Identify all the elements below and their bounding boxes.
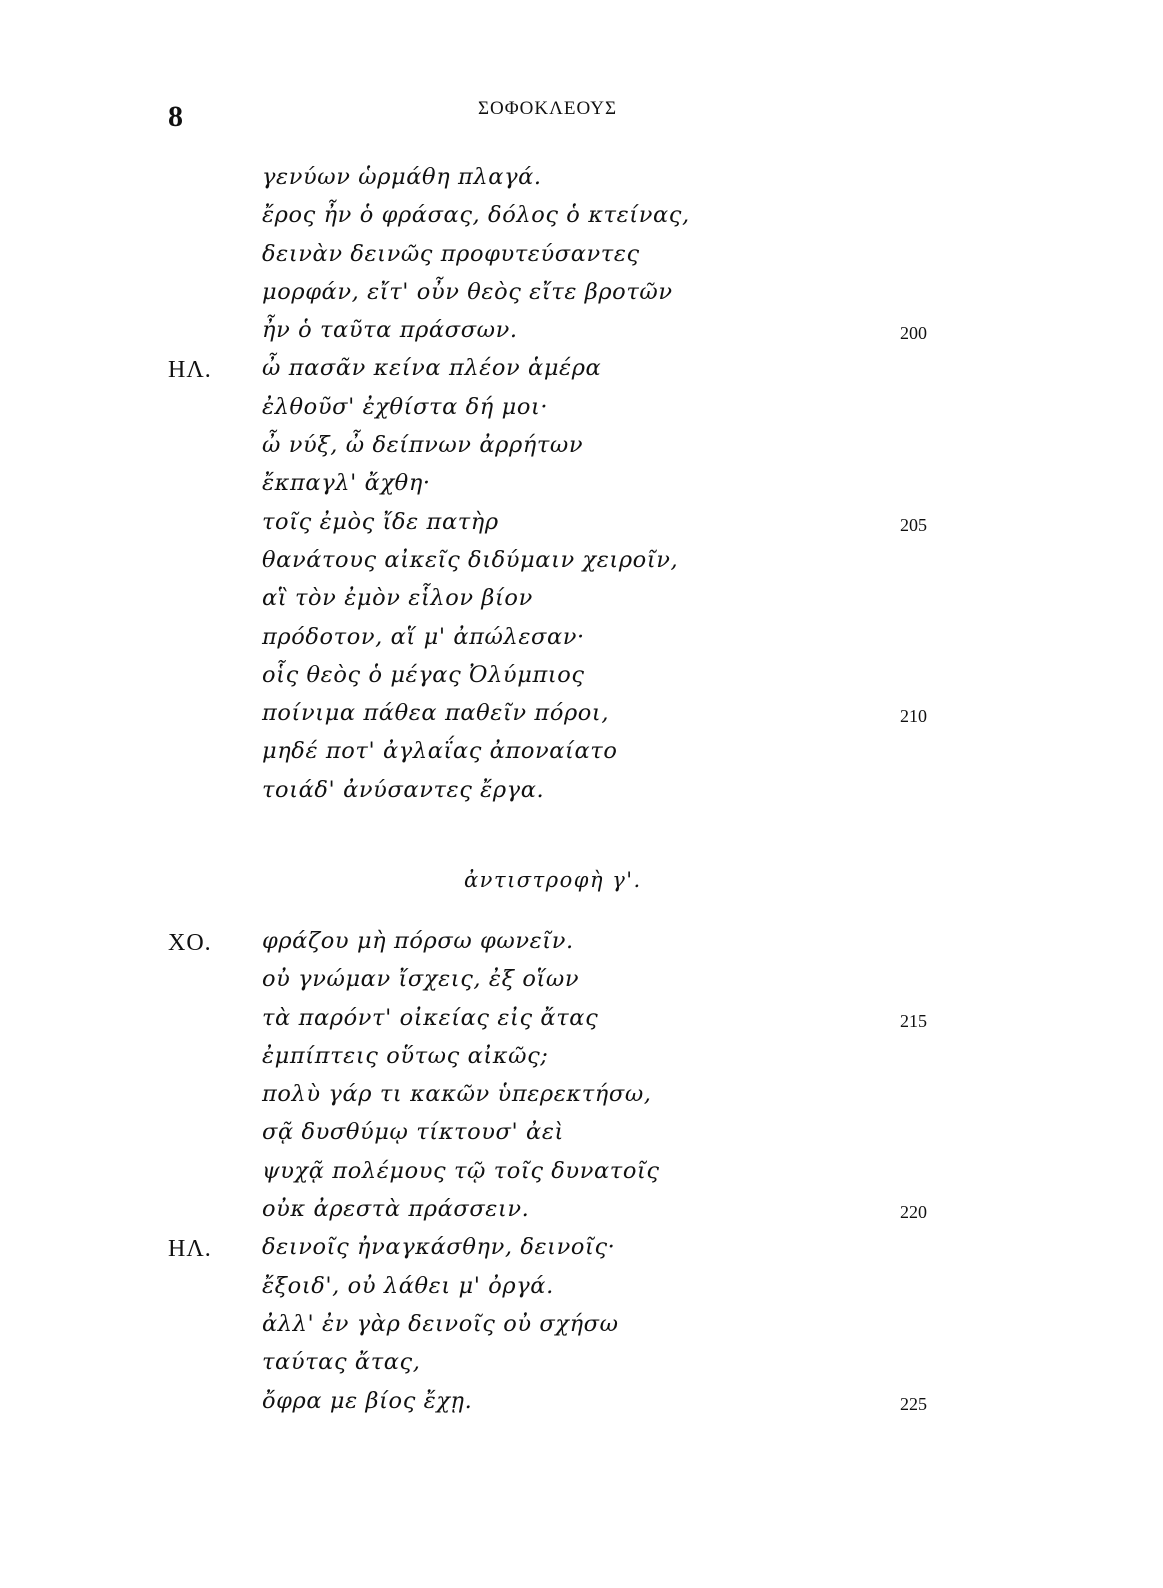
line-number: 205 bbox=[900, 514, 927, 535]
verse-text: ἐμπίπτεις οὕτως αἰκῶς; bbox=[262, 1042, 549, 1069]
verse-text: τοιάδ' ἀνύσαντες ἔργα. bbox=[262, 776, 545, 803]
verse-line bbox=[0, 239, 1163, 277]
verse-text: οὐκ ἀρεστὰ πράσσειν. bbox=[262, 1196, 530, 1223]
verse-text: ταύτας ἄτας, bbox=[262, 1349, 421, 1376]
verse-text: μορφάν, εἴτ' οὖν θεὸς εἴτε βροτῶν bbox=[262, 278, 673, 305]
verse-line bbox=[0, 1386, 1163, 1424]
strophe-block bbox=[0, 162, 1163, 813]
verse-line bbox=[0, 1309, 1163, 1347]
verse-line bbox=[0, 1194, 1163, 1232]
speaker-label: ΗΛ. bbox=[168, 1236, 212, 1263]
verse-text: ὦ πασᾶν κείνα πλέον ἁμέρα bbox=[262, 355, 602, 382]
line-number: 215 bbox=[900, 1010, 927, 1031]
verse-line bbox=[0, 622, 1163, 660]
verse-text: ψυχᾷ πολέμους τῷ τοῖς δυνατοῖς bbox=[262, 1157, 660, 1184]
verse-text: πρόδοτον, αἵ μ' ἀπώλεσαν· bbox=[262, 623, 585, 650]
verse-line bbox=[0, 736, 1163, 774]
verse-text: θανάτους αἰκεῖς διδύμαιν χειροῖν, bbox=[262, 546, 679, 573]
line-number: 210 bbox=[900, 706, 927, 727]
verse-line bbox=[0, 315, 1163, 353]
verse-line bbox=[0, 1003, 1163, 1041]
verse-text: ἔρος ἦν ὁ φράσας, δόλος ὁ κτείνας, bbox=[262, 202, 690, 229]
verse-line bbox=[0, 1117, 1163, 1155]
verse-text: ἔξοιδ', οὐ λάθει μ' ὀργά. bbox=[262, 1272, 554, 1299]
verse-line bbox=[0, 583, 1163, 621]
verse-text: τοῖς ἐμὸς ἴδε πατὴρ bbox=[262, 508, 499, 535]
verse-line bbox=[0, 200, 1163, 238]
verse-line bbox=[0, 660, 1163, 698]
verse-text: οἷς θεὸς ὁ μέγας Ὀλύμπιος bbox=[262, 661, 585, 688]
verse-text: πολὺ γάρ τι κακῶν ὑπερεκτήσω, bbox=[262, 1081, 652, 1108]
verse-text: δεινὰν δεινῶς προφυτεύσαντες bbox=[262, 240, 640, 267]
verse-line bbox=[0, 507, 1163, 545]
line-number: 220 bbox=[900, 1202, 927, 1223]
verse-text: δεινοῖς ἠναγκάσθην, δεινοῖς· bbox=[262, 1234, 616, 1261]
line-number: 225 bbox=[900, 1393, 927, 1414]
line-number: 200 bbox=[900, 323, 927, 344]
verse-line bbox=[0, 698, 1163, 736]
verse-text: μηδέ ποτ' ἀγλαΐας ἀποναίατο bbox=[262, 738, 618, 765]
speaker-label: ΗΛ. bbox=[168, 357, 212, 384]
verse-text: ὦ νύξ, ὦ δείπνων ἀρρήτων bbox=[262, 432, 584, 459]
verse-text: ὄφρα με βίος ἔχῃ. bbox=[262, 1387, 473, 1414]
verse-line bbox=[0, 545, 1163, 583]
verse-line bbox=[0, 392, 1163, 430]
verse-text: ἐλθοῦσ' ἐχθίστα δή μοι· bbox=[262, 393, 549, 420]
verse-text: τὰ παρόντ' οἰκείας εἰς ἄτας bbox=[262, 1004, 599, 1031]
verse-line bbox=[0, 277, 1163, 315]
verse-line bbox=[0, 162, 1163, 200]
verse-text: σᾷ δυσθύμῳ τίκτουσ' ἀεὶ bbox=[262, 1119, 564, 1146]
running-head: ΣΟΦΟΚΛΕΟΥΣ bbox=[478, 98, 618, 119]
page-number: 8 bbox=[168, 100, 184, 133]
verse-line bbox=[0, 1156, 1163, 1194]
verse-text: ποίνιμα πάθεα παθεῖν πόροι, bbox=[262, 700, 610, 727]
verse-line bbox=[0, 430, 1163, 468]
verse-line bbox=[0, 1079, 1163, 1117]
verse-line bbox=[0, 964, 1163, 1002]
verse-line bbox=[0, 775, 1163, 813]
verse-text: ἔκπαγλ' ἄχθη· bbox=[262, 470, 431, 497]
section-heading: ἀντιστροφὴ γ'. bbox=[464, 868, 642, 892]
antistrophe-block bbox=[0, 926, 1163, 1424]
verse-line bbox=[0, 1347, 1163, 1385]
verse-text: γενύων ὡρμάθη πλαγά. bbox=[262, 164, 542, 190]
verse-text: φράζου μὴ πόρσω φωνεῖν. bbox=[262, 928, 574, 954]
verse-text: ἦν ὁ ταῦτα πράσσων. bbox=[262, 317, 518, 344]
verse-line bbox=[0, 468, 1163, 506]
verse-line bbox=[0, 1041, 1163, 1079]
verse-line bbox=[0, 353, 1163, 391]
verse-text: αἳ τὸν ἐμὸν εἷλον βίον bbox=[262, 585, 533, 612]
verse-line bbox=[0, 926, 1163, 964]
speaker-label: ΧΟ. bbox=[168, 930, 212, 956]
verse-text: οὐ γνώμαν ἴσχεις, ἐξ οἵων bbox=[262, 966, 580, 993]
verse-line bbox=[0, 1232, 1163, 1270]
verse-line bbox=[0, 1271, 1163, 1309]
verse-text: ἀλλ' ἐν γὰρ δεινοῖς οὐ σχήσω bbox=[262, 1310, 619, 1337]
